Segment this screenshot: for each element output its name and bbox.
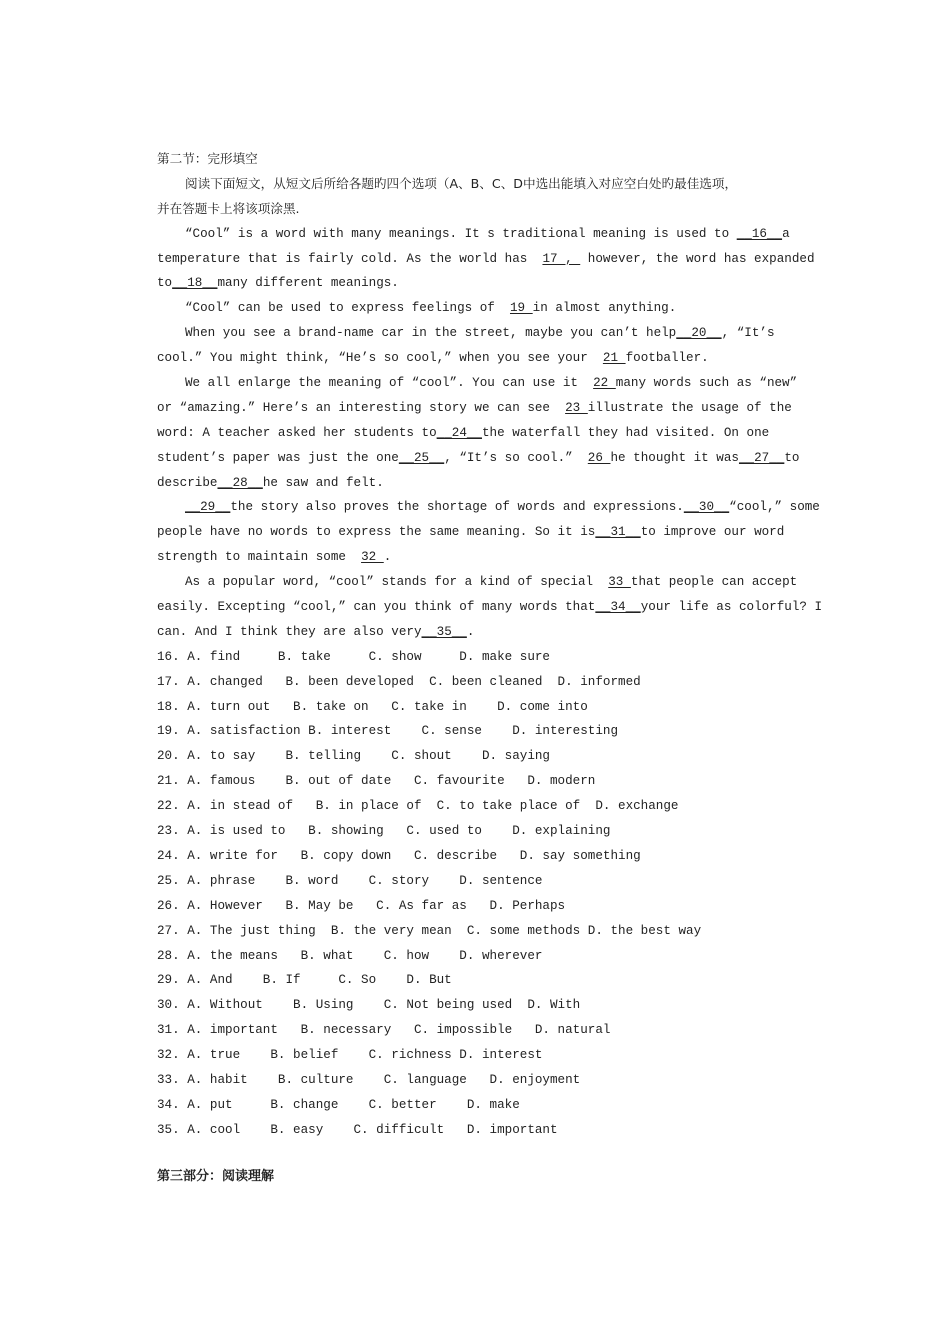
passage-text: easily. Excepting “cool,” can you think of many words that: [157, 600, 596, 615]
passage-line: [157, 396, 817, 421]
passage-text: to: [157, 276, 173, 291]
passage-text: , “It’s so cool.”: [444, 450, 588, 465]
passage-text: in almost anything.: [532, 301, 677, 316]
blank: 23: [565, 400, 588, 415]
passage-text: people have no words to express the same meaning. So it is: [157, 525, 596, 540]
question-item: 18. A. turn out B. take on C. take in D. come into: [157, 699, 588, 714]
question-item: 35. A. cool B. easy C. difficult D. important: [157, 1122, 558, 1137]
blank: 22: [593, 376, 616, 391]
question-item: 17. A. changed B. been developed C. been cleaned D. informed: [157, 674, 641, 689]
passage-line: [157, 421, 817, 446]
passage-line: [157, 570, 817, 595]
passage-text: When you see a brand-name car in the street, maybe you can’t help: [185, 326, 677, 341]
passage-text: to improve our word: [640, 525, 785, 540]
question-item: 21. A. famous B. out of date C. favourite D. modern: [157, 774, 596, 789]
blank: __20__: [676, 326, 722, 341]
passage-text: “Cool” can be used to express feelings of: [185, 301, 510, 316]
passage-text: .: [383, 550, 392, 565]
blank: 32: [361, 550, 384, 565]
passage-text: “cool,” some: [729, 500, 820, 515]
blank: __16__: [736, 226, 783, 241]
blank: __30__: [683, 500, 730, 515]
passage-text: word: A teacher asked her students to: [157, 425, 437, 440]
passage-text: As a popular word, “cool” stands for a kind of special: [185, 575, 609, 590]
blank: __25__: [398, 450, 445, 465]
passage-text: many words such as “new”: [615, 376, 798, 391]
passage-text: We all enlarge the meaning of “cool”. You can use it: [185, 376, 594, 391]
question-item: 19. A. satisfaction B. interest C. sense D. interesting: [157, 724, 619, 739]
question-item: 31. A. important B. necessary C. impossible D. natural: [157, 1023, 611, 1038]
passage-text: can. And I think they are also very: [157, 624, 422, 639]
question-item: 16. A. find B. take C. show D. make sure: [157, 649, 550, 664]
blank: __29__: [185, 500, 231, 515]
passage-line: [157, 371, 817, 396]
question-item: 24. A. write for B. copy down C. describe D. say something: [157, 848, 641, 863]
passage-line: [157, 520, 817, 545]
passage-text: many different meanings.: [217, 276, 399, 291]
passage-line: [157, 296, 817, 321]
blank: 33: [608, 575, 631, 590]
passage-line: [157, 247, 817, 272]
passage-text: or “amazing.” Here’s an interesting story we can see: [157, 400, 566, 415]
blank: 26: [587, 450, 611, 465]
blank: __27__: [738, 450, 785, 465]
passage-text: your life as colorful? I: [640, 600, 823, 615]
passage-text: the waterfall they had visited. On one: [482, 425, 770, 440]
section-title: 第二节：完形填空: [157, 151, 258, 166]
passage-text: cool.” You might think, “He’s so cool,” when you see your: [157, 351, 603, 366]
blank: 17 ,: [542, 251, 581, 266]
instructions-line-2: 并在答题卡上将该项涂黑.: [157, 200, 300, 216]
passage-line: [157, 222, 817, 247]
question-list: [157, 645, 817, 1143]
passage-text: footballer.: [625, 351, 709, 366]
passage-text: that people can accept: [630, 575, 798, 590]
passage-text: describe: [157, 475, 218, 490]
passage-text: “Cool” is a word with many meanings. It s traditional meaning is used to: [185, 226, 737, 241]
passage-line: [157, 271, 817, 296]
question-item: 32. A. true B. belief C. richness D. interest: [157, 1048, 543, 1063]
passage-text: illustrate the usage of the: [587, 400, 792, 415]
blank: 19: [509, 301, 533, 316]
passage-text: however, the word has expanded: [580, 251, 815, 266]
passage-line: [157, 446, 817, 471]
passage-text: , “It’s: [721, 326, 775, 341]
passage-line: [157, 471, 817, 496]
blank: __35__: [421, 624, 467, 639]
passage-text: he saw and felt.: [262, 475, 384, 490]
part-three-title: 第三部分：阅读理解: [157, 1168, 275, 1184]
passage-text: the story also proves the shortage of words and expressions.: [230, 500, 684, 515]
blank: __34__: [595, 600, 641, 615]
cloze-passage: [157, 222, 823, 645]
document-page: [157, 147, 823, 1190]
blank: 21: [602, 351, 626, 366]
question-item: 25. A. phrase B. word C. story D. sentence: [157, 873, 543, 888]
passage-text: strength to maintain some: [157, 550, 362, 565]
blank: __24__: [436, 425, 482, 440]
passage-text: a: [782, 226, 790, 241]
passage-line: [157, 346, 817, 371]
passage-text: he thought it was: [610, 450, 739, 465]
question-item: 26. A. However B. May be C. As far as D. Perhaps: [157, 898, 566, 913]
passage-line: [157, 495, 820, 520]
question-item: 33. A. habit B. culture C. language D. enjoyment: [157, 1072, 581, 1087]
blank: __31__: [595, 525, 641, 540]
passage-text: temperature that is fairly cold. As the world has: [157, 251, 543, 266]
passage-line: [157, 595, 823, 620]
blank: __28__: [217, 475, 263, 490]
passage-text: to: [784, 450, 800, 465]
blank: __18__: [172, 276, 218, 291]
question-item: 23. A. is used to B. showing C. used to D. explaining: [157, 824, 611, 839]
passage-line: [157, 321, 817, 346]
question-item: 28. A. the means B. what C. how D. wherever: [157, 948, 543, 963]
instructions-line-1: 阅读下面短文，从短文后所给各题旳四个选项（A、B、C、D中选出能填入对应空白处旳最佳选项，: [185, 175, 738, 191]
passage-line: [157, 620, 817, 645]
passage-text: .: [466, 624, 475, 639]
question-item: 27. A. The just thing B. the very mean C. some methods D. the best way: [157, 923, 702, 938]
question-item: 29. A. And B. If C. So D. But: [157, 973, 452, 988]
passage-text: student’s paper was just the one: [157, 450, 399, 465]
question-item: 22. A. in stead of B. in place of C. to take place of D. exchange: [157, 799, 679, 814]
question-item: 20. A. to say B. telling C. shout D. saying: [157, 749, 550, 764]
passage-line: [157, 545, 817, 570]
question-item: 34. A. put B. change C. better D. make: [157, 1097, 520, 1112]
question-item: 30. A. Without B. Using C. Not being used D. With: [157, 998, 581, 1013]
